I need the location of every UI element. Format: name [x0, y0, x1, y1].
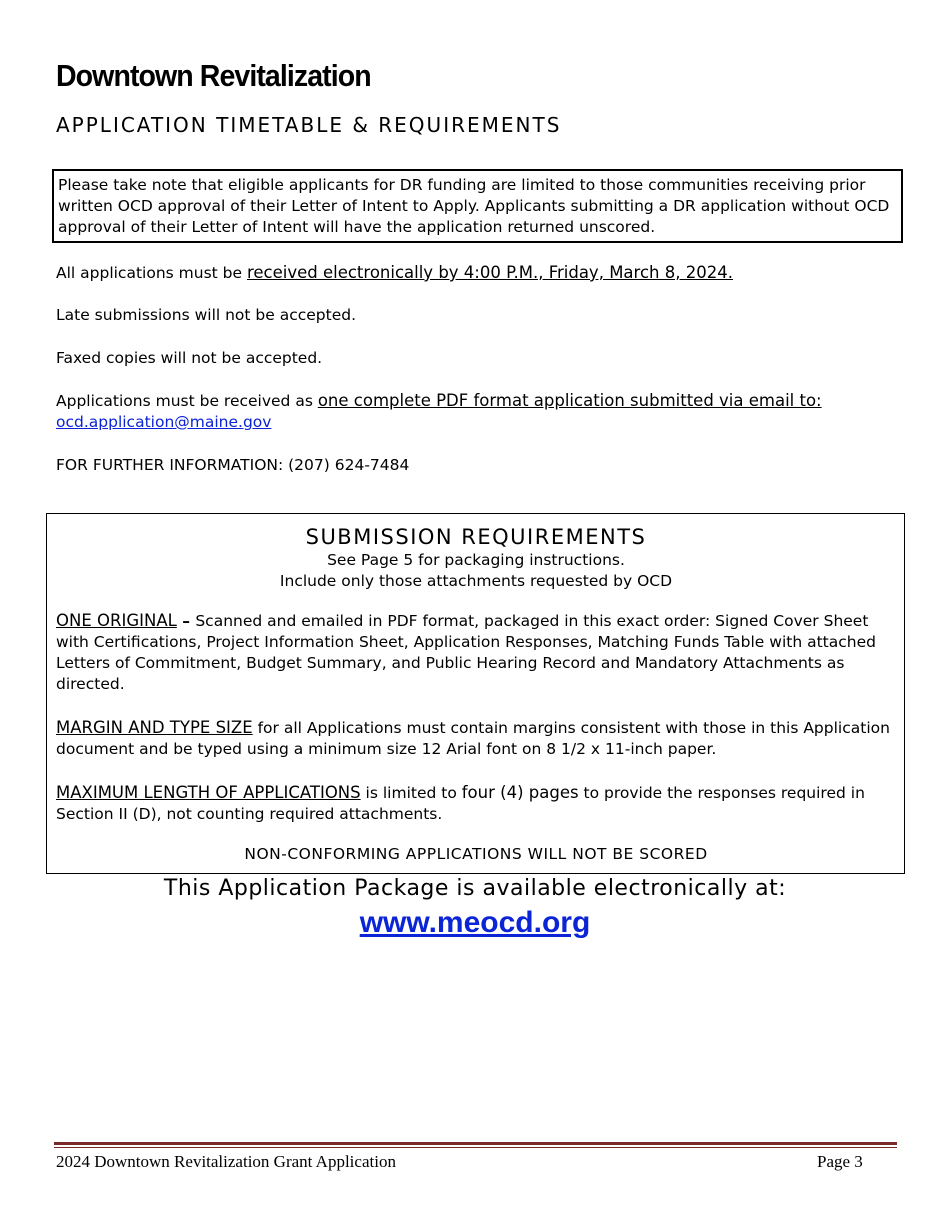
one-original-label: ONE ORIGINAL — [56, 611, 177, 630]
format-emphasis: one complete PDF format application submitted via email to: — [317, 391, 822, 410]
format-paragraph — [56, 390, 886, 433]
length-text: to provide the responses required in Section II (D), not counting required attachments. — [56, 784, 865, 823]
footer-rule-thin — [54, 1147, 897, 1148]
margin-label: MARGIN AND TYPE SIZE — [56, 718, 253, 737]
eligibility-notice: Please take note that eligible applicants for DR funding are limited to those communities receiving prior written OCD approval of their Letter of Intent to Apply. Applicants submitting a DR application without OCD approval of their Letter of Intent will have the application returned unscored. — [52, 169, 903, 243]
page-subtitle: APPLICATION TIMETABLE & REQUIREMENTS — [56, 113, 562, 137]
availability-text: This Application Package is available electronically at: — [163, 876, 787, 901]
deadline-emphasis: received electronically by 4:00 P.M., Friday, March 8, 2024. — [246, 263, 733, 282]
margin-paragraph — [56, 717, 896, 760]
one-original-paragraph — [56, 610, 896, 695]
footer-document-title: 2024 Downtown Revitalization Grant Application — [56, 1152, 396, 1171]
deadline-paragraph — [56, 262, 733, 284]
email-link[interactable]: ocd.application@maine.gov — [56, 413, 272, 431]
deadline-prefix: All applications must be — [56, 264, 247, 282]
length-paragraph — [56, 782, 896, 825]
footer-page-number: Page 3 — [817, 1152, 863, 1171]
length-pages: four (4) pages — [461, 783, 579, 802]
length-label: MAXIMUM LENGTH OF APPLICATIONS — [56, 783, 361, 802]
requirements-sub-1: See Page 5 for packaging instructions. — [327, 551, 625, 569]
margin-text: for all Applications must contain margins consistent with those in this Application document and be typed using a minimum size 12 Arial font on 8 1/2 x 11-inch paper. — [56, 719, 890, 758]
format-prefix: Applications must be received as — [56, 392, 318, 410]
page-title: Downtown Revitalization — [56, 58, 371, 93]
further-info: FOR FURTHER INFORMATION: (207) 624-7484 — [56, 456, 410, 474]
nonconforming-warning: NON-CONFORMING APPLICATIONS WILL NOT BE SCORED — [244, 845, 708, 863]
requirements-sub-2: Include only those attachments requested by OCD — [279, 572, 673, 590]
requirements-heading: SUBMISSION REQUIREMENTS — [305, 525, 647, 549]
late-notice: Late submissions will not be accepted. — [56, 306, 357, 324]
website-link[interactable]: www.meocd.org — [359, 906, 591, 939]
length-mid: is limited to — [360, 784, 462, 802]
submission-requirements-box — [46, 513, 905, 874]
footer-rule-thick — [54, 1142, 897, 1145]
one-original-text: Scanned and emailed in PDF format, packaged in this exact order: Signed Cover Sheet with Certifications, Project Information Sheet, Application Responses, Matching Funds Table with attached Letters of Commitment, Budget Summary, and Public Hearing Record and Mandatory Attachments as directed. — [56, 612, 876, 693]
faxed-notice: Faxed copies will not be accepted. — [56, 349, 323, 367]
one-original-dash: – — [176, 612, 196, 630]
website-line — [0, 906, 950, 940]
